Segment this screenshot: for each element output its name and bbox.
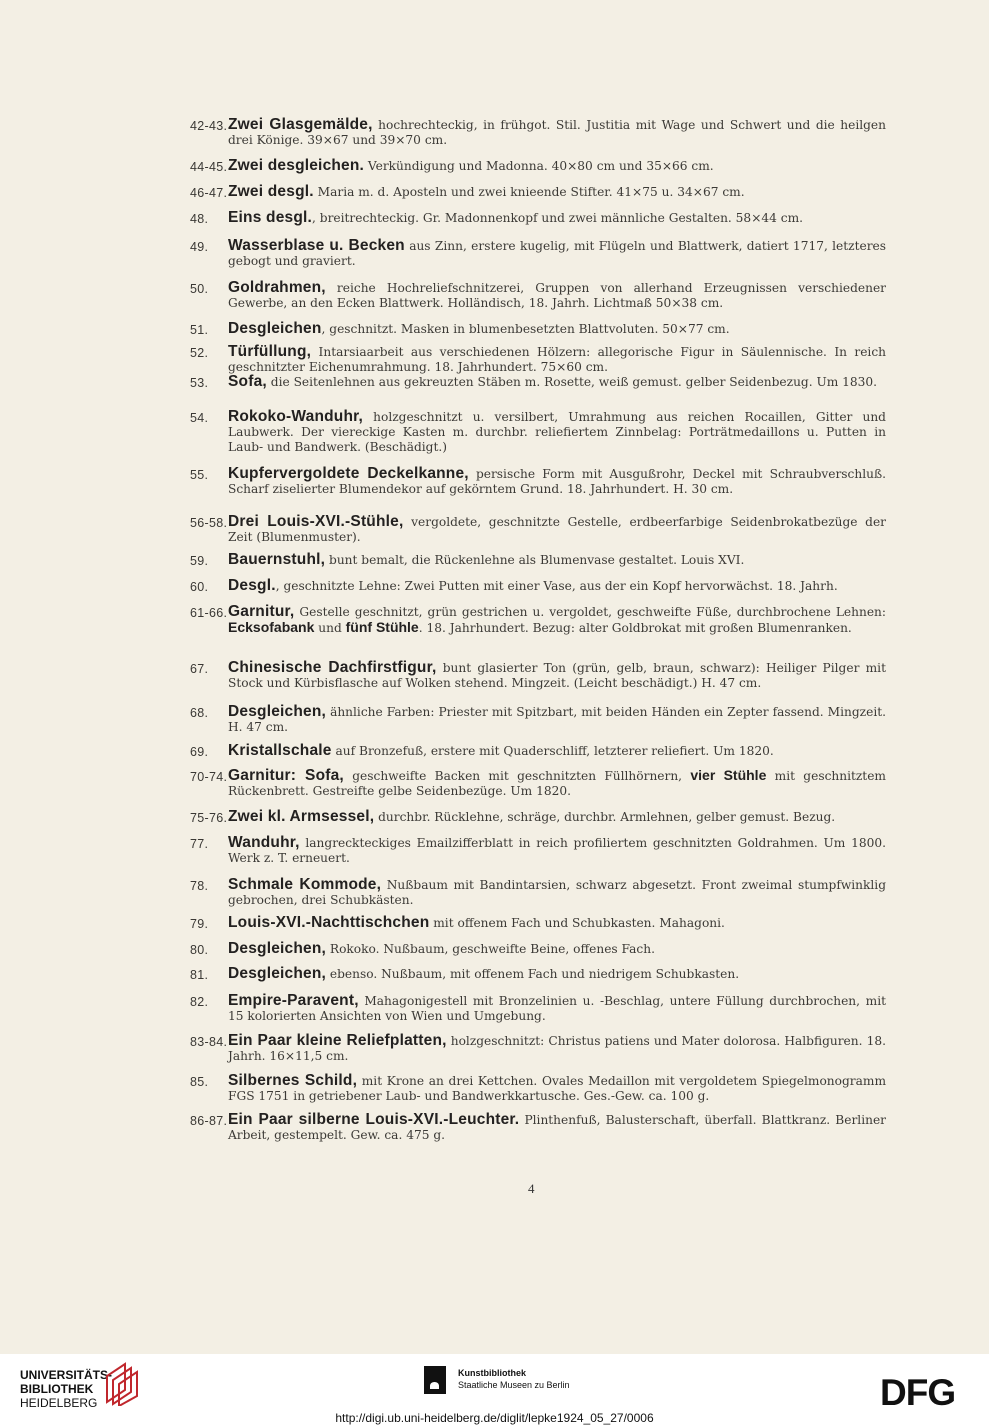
catalog-entry (190, 578, 886, 594)
lot-description: holzgeschnitzt u. versilbert, Umrahmung aus reichen Rocaillen, Gitter und Laubwerk. Der viereckige Kasten m. durchbr. reliefiertem Zinnbelag: Porträtmedaillons u. Putten in Laub- und Bandwerk. (Beschädigt.) (228, 410, 886, 454)
catalog-entry (190, 660, 886, 691)
library-line-1: UNIVERSITÄTS- (20, 1368, 113, 1382)
lot-title: Zwei desgleichen. (228, 157, 365, 174)
library-line-3: HEIDELBERG (20, 1396, 98, 1410)
source-url-link[interactable]: http://digi.ub.uni-heidelberg.de/diglit/lepke1924_05_27/0006 (335, 1411, 654, 1425)
lot-description: , geschnitzt. Masken in blumenbesetzten Blattvoluten. 50×77 cm. (321, 322, 730, 336)
lot-number: 77. (190, 837, 209, 851)
lot-description: aus Zinn, erstere kugelig, mit Flügeln und Blattwerk, datiert 1717, letzteres gebogt und graviert. (228, 239, 886, 268)
lot-description: Plinthenfuß, Balusterschaft, überfall. Blattkranz. Berliner Arbeit, gestempelt. Gew. ca. 475 g. (228, 1113, 886, 1142)
lot-title: Zwei Glasgemälde, (228, 116, 373, 133)
dfg-logo: DFG (880, 1372, 956, 1413)
lot-title: Zwei kl. Armsessel, (228, 808, 375, 825)
lot-title: Drei Louis-XVI.-Stühle, (228, 513, 404, 530)
lot-description: langreckteckiges Emailzifferblatt in reich profiliertem geschnitzten Goldrahmen. Um 1800. Werk z. T. erneuert. (228, 836, 886, 865)
catalog-entry (190, 835, 886, 866)
lot-description: , breitrechteckig. Gr. Madonnenkopf und zwei männliche Gestalten. 58×44 cm. (312, 211, 804, 225)
lot-title: Ein Paar silberne Louis-XVI.-Leuchter. (228, 1111, 520, 1128)
lot-number: 70-74. (190, 770, 228, 784)
lot-description: Maria m. d. Aposteln und zwei knieende Stifter. 41×75 u. 34×67 cm. (313, 185, 745, 199)
catalog-entry (190, 184, 886, 200)
lot-number: 49. (190, 240, 209, 254)
lot-description: persische Form mit Ausgußrohr, Deckel mit Schraubverschluß. Scharf ziselierter Blumendekor auf gekörntem Grund. 18. Jahrhundert. H. 30 cm. (228, 467, 886, 496)
lot-number: 81. (190, 968, 209, 982)
catalog-entry (190, 466, 886, 497)
entry-body (228, 117, 886, 148)
entry-body (228, 210, 886, 226)
entry-body (228, 374, 886, 390)
catalog-entry (190, 321, 886, 337)
lot-title: Türfüllung, (228, 343, 312, 360)
lot-description: Gestelle geschnitzt, grün gestrichen u. vergoldet, geschweifte Füße, durchbrochene Lehnen: (294, 605, 886, 619)
lot-number: 86-87. (190, 1114, 228, 1128)
entry-body (228, 768, 886, 799)
lot-number: 46-47. (190, 186, 228, 200)
entry-body (228, 1073, 886, 1104)
lot-number: 42-43. (190, 119, 228, 133)
catalog-entry (190, 344, 886, 375)
lot-description: Rokoko. Nußbaum, geschweifte Beine, offenes Fach. (326, 942, 655, 956)
lot-title: Schmale Kommode, (228, 876, 382, 893)
entry-body (228, 915, 886, 931)
catalog-entry (190, 1033, 886, 1064)
entry-body (228, 604, 886, 636)
lot-description: vergoldete, geschnitzte Gestelle, erdbeerfarbige Seidenbrokatbezüge der Zeit (Blumenmuster). (228, 515, 886, 544)
lot-title: Desgleichen, (228, 703, 327, 720)
kunstbibliothek-logo-icon (424, 1366, 446, 1394)
lot-title: Empire-Paravent, (228, 992, 359, 1009)
lot-title: Bauernstuhl, (228, 551, 326, 568)
lot-number: 50. (190, 282, 209, 296)
lot-description-mid: und (314, 621, 346, 635)
lot-number: 55. (190, 468, 209, 482)
entry-body (228, 1033, 886, 1064)
lot-description: Mahagonigestell mit Bronzelinien u. -Beschlag, untere Füllung durchbrochen, mit 15 kolorierten Ansichten von Wien und Umgebung. (228, 994, 886, 1023)
catalog-entry (190, 280, 886, 311)
lot-description: geschweifte Backen mit geschnitzten Füllhörnern, (343, 769, 691, 783)
entry-body (228, 966, 886, 982)
lot-number: 82. (190, 995, 209, 1009)
lot-description-end: . 18. Jahrhundert. Bezug: alter Goldbrokat mit großen Blumenranken. (418, 621, 852, 635)
catalog-entry (190, 158, 886, 174)
entry-body (228, 514, 886, 545)
lot-title: Silbernes Schild, (228, 1072, 358, 1089)
lot-title: Eins desgl. (228, 209, 313, 226)
lot-number: 61-66. (190, 606, 228, 620)
lot-description: bunt glasierter Ton (grün, gelb, braun, schwarz): Heiliger Pilger mit Stock und Kürbisflasche auf Wolken stehend. Mingzeit. (Leicht beschädigt.) H. 47 cm. (228, 661, 886, 690)
catalog-entry (190, 210, 886, 226)
lot-number: 56-58. (190, 516, 228, 530)
lot-number: 83-84. (190, 1035, 228, 1049)
entry-body (228, 158, 886, 174)
lot-subtitle-2: fünf Stühle (345, 619, 419, 635)
lot-description: ebenso. Nußbaum, mit offenem Fach und niedrigem Schubkasten. (326, 967, 740, 981)
entry-body (228, 466, 886, 497)
lot-description-end: mit geschnitztem Rückenbrett. Gestreifte gelbe Seidenbezüge. Um 1820. (228, 769, 886, 798)
entry-body (228, 877, 886, 908)
entry-body (228, 238, 886, 269)
lot-number: 44-45. (190, 160, 228, 174)
catalog-entry (190, 743, 886, 759)
entry-body (228, 704, 886, 735)
lot-title: Wasserblase u. Becken (228, 237, 405, 254)
lot-title: Desgleichen, (228, 940, 327, 957)
catalog-entry (190, 1073, 886, 1104)
lot-description: reiche Hochreliefschnitzerei, Gruppen von allerhand Erzeugnissen verschiedener Gewerbe, an den Ecken Blattwerk. Holländisch, 18. Jahrh. Lichtmaß 50×38 cm. (228, 281, 886, 310)
entry-body (228, 184, 886, 200)
entry-body (228, 809, 886, 825)
lot-description: mit Krone an drei Kettchen. Ovales Medaillon mit vergoldetem Spiegelmonogramm FGS 1751 in getriebener Laub- und Bandwerkkartusche. Ges.-Gew. ca. 100 g. (228, 1074, 886, 1103)
entry-body (228, 1112, 886, 1143)
lot-description: bunt bemalt, die Rückenlehne als Blumenvase gestaltet. Louis XVI. (325, 553, 745, 567)
catalog-entry (190, 877, 886, 908)
lot-title: Wanduhr, (228, 834, 300, 851)
footer-bar (0, 1354, 989, 1427)
lot-number: 69. (190, 745, 209, 759)
catalog-entry (190, 941, 886, 957)
lot-title: Garnitur: Sofa, (228, 767, 344, 784)
catalog-entry (190, 809, 886, 825)
catalog-entry (190, 238, 886, 269)
catalog-entry (190, 409, 886, 455)
entry-body (228, 344, 886, 375)
lot-title: Chinesische Dachfirstfigur, (228, 659, 437, 676)
entry-body (228, 941, 886, 957)
lot-number: 79. (190, 917, 209, 931)
catalog-entry (190, 552, 886, 568)
lot-title: Ein Paar kleine Reliefplatten, (228, 1032, 447, 1049)
catalog-entry (190, 1112, 886, 1143)
university-library-name (20, 1368, 112, 1410)
lot-description: durchbr. Rücklehne, schräge, durchbr. Armlehnen, gelber gemust. Bezug. (374, 810, 836, 824)
catalog-entry (190, 966, 886, 982)
lot-description: , geschnitzte Lehne: Zwei Putten mit einer Vase, aus der ein Kopf hervorwächst. 18. Jahrh. (275, 579, 838, 593)
library-line-2: BIBLIOTHEK (20, 1382, 94, 1396)
lot-description: mit offenem Fach und Schubkasten. Mahagoni. (429, 916, 725, 930)
catalog-entry (190, 604, 886, 636)
lot-description: Nußbaum mit Bandintarsien, schwarz abgesetzt. Front zweimal stumpfwinklig gebrochen, drei Schubkästen. (228, 878, 886, 907)
university-logo-icon (103, 1362, 139, 1406)
lot-title: Goldrahmen, (228, 279, 326, 296)
entry-body (228, 321, 886, 337)
lot-number: 52. (190, 346, 209, 360)
entry-body (228, 835, 886, 866)
lot-number: 53. (190, 376, 209, 390)
lot-title: Louis-XVI.-Nachttischchen (228, 914, 430, 931)
lot-number: 59. (190, 554, 209, 568)
lot-number: 48. (190, 212, 209, 226)
lot-title: Desgleichen, (228, 965, 327, 982)
lot-title: Sofa, (228, 373, 267, 390)
kb-line-2: Staatliche Museen zu Berlin (458, 1380, 570, 1390)
lot-title: Desgl. (228, 577, 276, 594)
page-number: 4 (528, 1181, 535, 1196)
kb-line-1: Kunstbibliothek (458, 1368, 526, 1378)
lot-title: Desgleichen (228, 320, 322, 337)
entry-body (228, 993, 886, 1024)
entry-body (228, 280, 886, 311)
catalog-entry (190, 768, 886, 799)
entry-body (228, 660, 886, 691)
lot-description: auf Bronzefuß, erstere mit Quaderschliff, letzterer reliefiert. Um 1820. (331, 744, 774, 758)
lot-number: 75-76. (190, 811, 228, 825)
lot-description: ähnliche Farben: Priester mit Spitzbart, mit beiden Händen ein Zepter fassend. Mingzeit. H. 47 cm. (228, 705, 886, 734)
lot-title: Garnitur, (228, 603, 295, 620)
entry-body (228, 409, 886, 455)
entry-body (228, 552, 886, 568)
entry-body (228, 743, 886, 759)
lot-title: Kristallschale (228, 742, 332, 759)
lot-title: Rokoko-Wanduhr, (228, 408, 364, 425)
lot-title: Zwei desgl. (228, 183, 314, 200)
lot-number: 68. (190, 706, 209, 720)
lot-number: 80. (190, 943, 209, 957)
catalog-entry (190, 993, 886, 1024)
lot-number: 85. (190, 1075, 209, 1089)
lot-description: holzgeschnitzt: Christus patiens und Mater dolorosa. Halbfiguren. 18. Jahrh. 16×11,5 cm. (228, 1034, 886, 1063)
lot-subtitle: Ecksofabank (228, 619, 315, 635)
lot-number: 78. (190, 879, 209, 893)
lot-number: 54. (190, 411, 209, 425)
catalog-entry (190, 374, 886, 390)
catalog-entry (190, 704, 886, 735)
kunstbibliothek-name (458, 1367, 570, 1391)
lot-description: Intarsiaarbeit aus verschiedenen Hölzern: allegorische Figur in Säulennische. In reich geschnitzter Eichenumrahmung. 18. Jahrhundert. 75×60 cm. (228, 345, 886, 374)
lot-description: die Seitenlehnen aus gekreuzten Stäben m. Rosette, weiß gemust. gelber Seidenbezug. Um 1830. (266, 375, 878, 389)
catalog-entry (190, 915, 886, 931)
lot-description: Verkündigung und Madonna. 40×80 cm und 35×66 cm. (364, 159, 714, 173)
catalog-entry (190, 514, 886, 545)
lot-description: hochrechteckig, in frühgot. Stil. Justitia mit Wage und Schwert und die heilgen drei Könige. 39×67 und 39×70 cm. (228, 118, 886, 147)
entry-body (228, 578, 886, 594)
lot-number: 51. (190, 323, 209, 337)
lot-number: 67. (190, 662, 209, 676)
lot-number: 60. (190, 580, 209, 594)
lot-subtitle: vier Stühle (690, 767, 767, 783)
catalog-entry (190, 117, 886, 148)
lot-title: Kupfervergoldete Deckelkanne, (228, 465, 469, 482)
